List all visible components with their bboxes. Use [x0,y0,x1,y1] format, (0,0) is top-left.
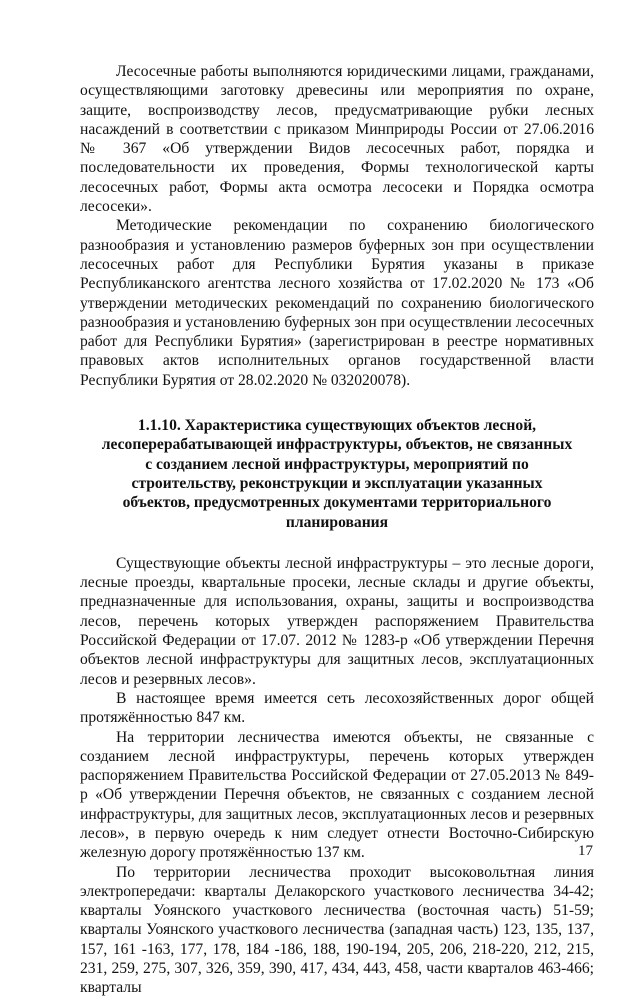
paragraph-logging-works: Лесосечные работы выполняются юридическими лицами, гражданами, осуществляющими заготовку древесины или мероприятия по охране, защите, воспроизводству лесов, предусматривающие рубки лесных насаждений в соответствии с приказом Минприроды России от 27.06.2016 № 367 «Об утверждении Видов лесосечных работ, порядка и последовательности их проведения, Формы технологической карты лесосечных работ, Формы акта осмотра лесосеки и Порядка осмотра лесосеки». [80,63,594,216]
paragraph-road-network: В настоящее время имеется сеть лесохозяйственных дорог общей протяжённостью 847 км. [80,689,594,727]
paragraph-power-lines: По территории лесничества проходит высоковольтная линия электропередачи: кварталы Делакорского участкового лесничества 34-42; кварталы Уоянского участкового лесничества (восточная часть) 51-59; кварталы Уоянского участкового лесничества (западная часть) 123, 135, 137, 157, 161 -163, 177, 178, 184 -186, 188, 190-194, 205, 206, 218-220, 212, 215, 231, 259, 275, 307, 326, 359, 390, 417, 434, 443, 458, части кварталов 463-466; кварталы [80,863,594,997]
paragraph-methodical-recommendations: Методические рекомендации по сохранению биологического разнообразия и установлению размеров буферных зон при осуществлении лесосечных работ для Республики Бурятия указаны в приказе Республиканского агентства лесного хозяйства от 17.02.2020 № 173 «Об утверждении методических рекомендаций по сохранению биологического разнообразия и установлению буферных зон при осуществлении лесосечных работ для Республики Бурятия» (зарегистрирован в реестре нормативных правовых актов исполнительных органов государственной власти Республики Бурятия от 28.02.2020 № 032020078). [80,217,594,389]
paragraph-non-forest-objects: На территории лесничества имеются объекты, не связанные с созданием лесной инфраструктуры, перечень которых утвержден распоряжением Правительства Российской Федерации от 27.05.2013 № 849-р «Об утверждении Перечня объектов, не связанных с созданием лесной инфраструктуры, для защитных лесов, эксплуатационных лесов и резервных лесов», в первую очередь к ним следует отнести Восточно-Сибирскую железную дорогу протяжённостью 137 км. [80,728,594,862]
paragraph-forest-infrastructure: Существующие объекты лесной инфраструктуры – это лесные дороги, лесные проезды, квартальные просеки, лесные склады и другие объекты, предназначенные для использования, охраны, защиты и воспроизводства лесов, перечень которых утвержден распоряжением Правительства Российской Федерации от 17.07. 2012 № 1283-р «Об утверждении Перечня объектов лесной инфраструктуры для защитных лесов, эксплуатационных лесов и резервных лесов». [80,554,594,688]
section-heading: 1.1.10. Характеристика существующих объектов лесной, лесоперерабатывающей инфраструктуры, объектов, не связанных с созданием лесной инфраструктуры, мероприятий по строительству, реконструкции и эксплуатации указанных объектов, предусмотренных документами территориального планирования [101,417,573,531]
page-number: 17 [578,843,593,859]
